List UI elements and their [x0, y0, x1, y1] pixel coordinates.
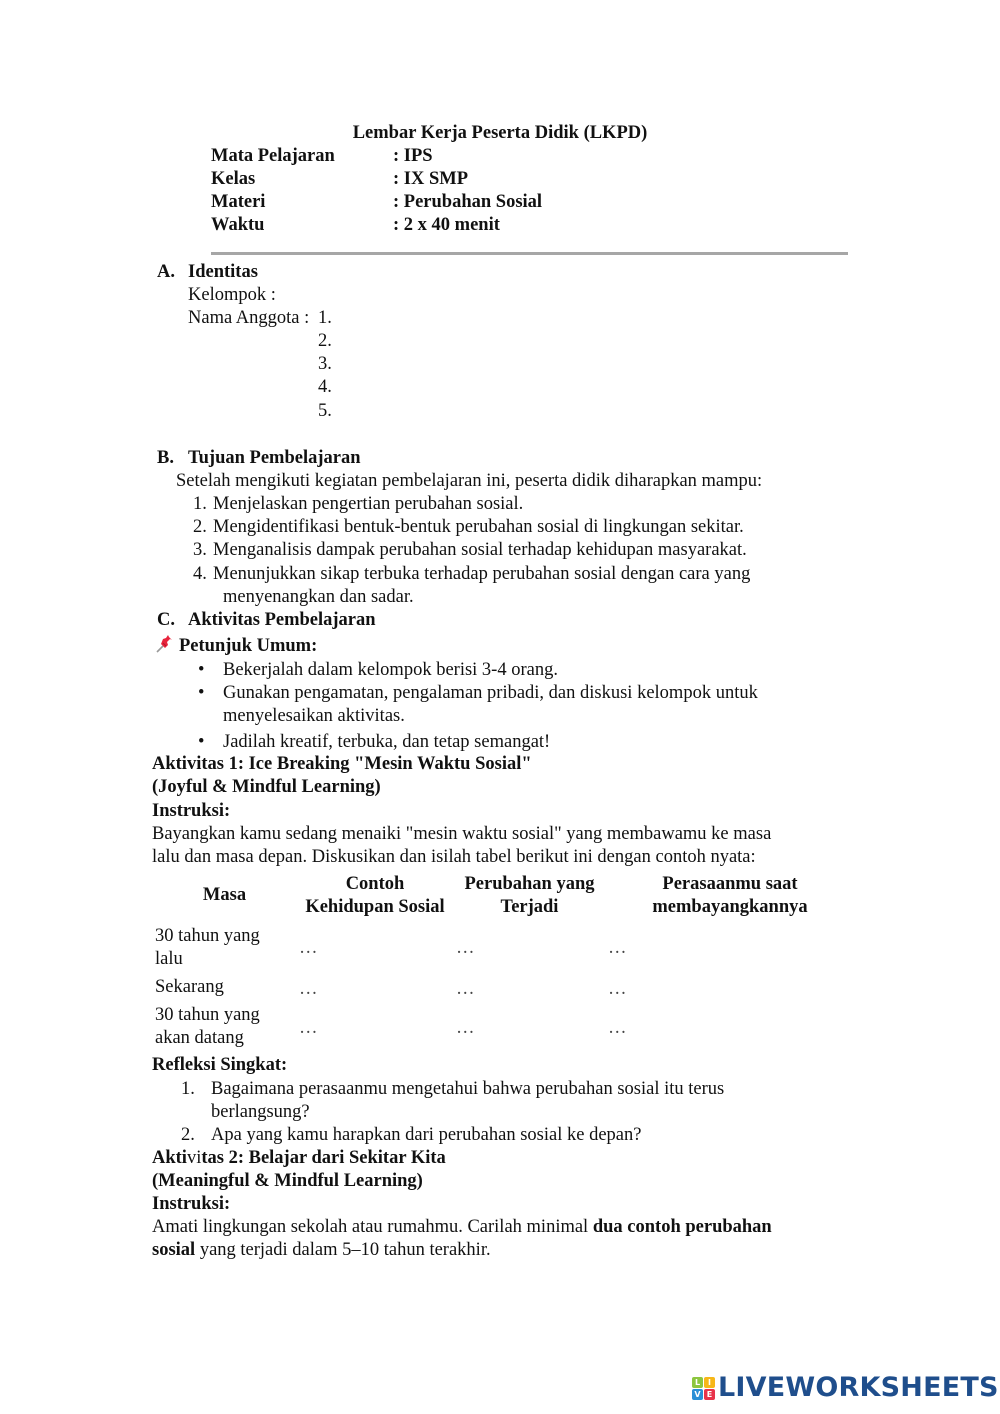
- meta-value: : Perubahan Sosial: [393, 192, 543, 212]
- logo-text: LIVEWORKSHEETS: [718, 1372, 999, 1403]
- bullet-icon: •: [198, 732, 205, 752]
- activity-2-title: [152, 1147, 446, 1170]
- activity-2-instruction-label: Instruksi:: [152, 1194, 231, 1214]
- cell-contoh[interactable]: …: [299, 1018, 319, 1038]
- logo-tile: V: [692, 1389, 703, 1400]
- table-header-perubahan-2: Terjadi: [500, 897, 559, 917]
- reflection-label: Refleksi Singkat:: [152, 1055, 288, 1075]
- cell-contoh[interactable]: …: [299, 938, 319, 958]
- meta-value: : IX SMP: [393, 169, 469, 189]
- objectives-intro: Setelah mengikuti kegiatan pembelajaran ini, peserta didik diharapkan mampu:: [176, 471, 763, 491]
- text-segment: Amati lingkungan sekolah atau rumahmu. Carilah minimal: [152, 1217, 593, 1237]
- section-letter: B.: [157, 448, 174, 468]
- meta-topic: [211, 191, 542, 214]
- meta-label: Mata Pelajaran: [211, 146, 335, 166]
- item-text: Menganalisis dampak perubahan sosial terhadap kehidupan masyarakat.: [213, 540, 747, 560]
- table-header-contoh-2: Kehidupan Sosial: [305, 897, 445, 917]
- meta-value: : IPS: [393, 146, 433, 166]
- section-title: Tujuan Pembelajaran: [188, 448, 361, 468]
- member-slot-5: 5.: [318, 401, 332, 421]
- reflection-question-continuation: berlangsung?: [211, 1102, 310, 1122]
- live-tiles-icon: [692, 1377, 715, 1400]
- activity-1-title: Aktivitas 1: Ice Breaking "Mesin Waktu Sosial": [152, 754, 532, 774]
- reflection-number: 2.: [181, 1125, 195, 1145]
- logo-tile: I: [704, 1377, 715, 1388]
- title-segment: vi: [186, 1148, 202, 1168]
- table-header-masa: Masa: [202, 885, 247, 905]
- members-label: Nama Anggota :: [188, 308, 310, 328]
- activity-2-instruction-text: [152, 1239, 491, 1262]
- objective-item: [193, 516, 744, 539]
- cell-perubahan[interactable]: …: [456, 979, 476, 999]
- activity-2-subtitle: (Meaningful & Mindful Learning): [152, 1171, 423, 1191]
- section-c-heading: [157, 609, 376, 632]
- emphasis: dua contoh perubahan: [592, 1217, 772, 1237]
- meta-label: Kelas: [211, 169, 256, 189]
- table-header-contoh: Contoh: [345, 874, 405, 894]
- section-letter: C.: [157, 610, 175, 630]
- cell-perasaan[interactable]: …: [608, 979, 628, 999]
- row-masa: Sekarang: [155, 977, 224, 997]
- instructions-title: Petunjuk Umum:: [179, 636, 318, 656]
- row-masa: 30 tahun yang: [155, 926, 260, 946]
- section-title: Aktivitas Pembelajaran: [188, 610, 376, 630]
- activity-2-instruction-text: [152, 1216, 772, 1239]
- instruction-bullet: Bekerjalah dalam kelompok berisi 3-4 orang.: [223, 660, 558, 680]
- item-number: 4.: [193, 564, 207, 584]
- row-masa: 30 tahun yang: [155, 1005, 260, 1025]
- title-segment: tas 2: Belajar dari Sekitar Kita: [201, 1148, 446, 1168]
- instruction-bullet-continuation: menyelesaikan aktivitas.: [223, 706, 405, 726]
- reflection-number: 1.: [181, 1079, 195, 1099]
- meta-value: : 2 x 40 menit: [393, 215, 500, 235]
- meta-class: [211, 168, 468, 191]
- worksheet-title: Lembar Kerja Peserta Didik (LKPD): [352, 123, 648, 143]
- item-number: 1.: [193, 494, 207, 514]
- meta-label: Waktu: [211, 215, 265, 235]
- bullet-icon: •: [198, 660, 205, 680]
- section-title: Identitas: [188, 262, 258, 282]
- cell-contoh[interactable]: …: [299, 979, 319, 999]
- section-letter: A.: [157, 262, 175, 282]
- bullet-icon: •: [198, 683, 205, 703]
- item-number: 2.: [193, 517, 207, 537]
- reflection-question: Bagaimana perasaanmu mengetahui bahwa perubahan sosial itu terus: [211, 1079, 725, 1099]
- instruction-bullet: Jadilah kreatif, terbuka, dan tetap semangat!: [223, 732, 551, 752]
- header-divider: [211, 252, 848, 255]
- title-segment: Akti: [152, 1148, 187, 1168]
- activity-1-instruction-text: Bayangkan kamu sedang menaiki "mesin waktu sosial" yang membawamu ke masa: [152, 824, 772, 844]
- cell-perubahan[interactable]: …: [456, 938, 476, 958]
- meta-time: [211, 214, 500, 237]
- section-b-heading: [157, 447, 361, 470]
- instruction-bullet: Gunakan pengamatan, pengalaman pribadi, dan diskusi kelompok untuk: [223, 683, 758, 703]
- member-slot-4: 4.: [318, 377, 332, 397]
- item-text: Menunjukkan sikap terbuka terhadap perubahan sosial dengan cara yang: [213, 564, 751, 584]
- general-instructions-heading: [155, 634, 317, 661]
- emphasis: sosial: [152, 1240, 196, 1260]
- activity-1-subtitle: (Joyful & Mindful Learning): [152, 777, 381, 797]
- objective-item: [193, 493, 523, 516]
- cell-perasaan[interactable]: …: [608, 938, 628, 958]
- activity-1-instruction-label: Instruksi:: [152, 801, 231, 821]
- logo-tile: E: [704, 1389, 715, 1400]
- item-text: Mengidentifikasi bentuk-bentuk perubahan sosial di lingkungan sekitar.: [213, 517, 744, 537]
- table-header-perasaan: Perasaanmu saat: [662, 874, 798, 894]
- item-text: Menjelaskan pengertian perubahan sosial.: [213, 494, 524, 514]
- objective-item: [193, 539, 747, 562]
- activity-1-instruction-text: lalu dan masa depan. Diskusikan dan isilah tabel berikut ini dengan contoh nyata:: [152, 847, 756, 867]
- reflection-question: Apa yang kamu harapkan dari perubahan sosial ke depan?: [211, 1125, 642, 1145]
- member-slot-2: 2.: [318, 331, 332, 351]
- member-slot-3: 3.: [318, 354, 332, 374]
- group-label: Kelompok :: [188, 285, 276, 305]
- pushpin-icon: [155, 634, 179, 661]
- meta-subject: [211, 145, 433, 168]
- logo-tile: L: [692, 1377, 703, 1388]
- row-masa-2: akan datang: [155, 1028, 244, 1048]
- cell-perasaan[interactable]: …: [608, 1018, 628, 1038]
- section-a-heading: [157, 261, 258, 284]
- text-segment: yang terjadi dalam 5–10 tahun terakhir.: [195, 1240, 491, 1260]
- member-slot-1: 1.: [318, 308, 332, 328]
- cell-perubahan[interactable]: …: [456, 1018, 476, 1038]
- row-masa-2: lalu: [155, 949, 183, 969]
- objective-item-continuation: menyenangkan dan sadar.: [223, 587, 414, 607]
- table-header-perubahan: Perubahan yang: [464, 874, 595, 894]
- meta-label: Materi: [211, 192, 266, 212]
- item-number: 3.: [193, 540, 207, 560]
- objective-item: [193, 563, 750, 586]
- liveworksheets-logo: [692, 1373, 999, 1403]
- table-header-perasaan-2: membayangkannya: [652, 897, 808, 917]
